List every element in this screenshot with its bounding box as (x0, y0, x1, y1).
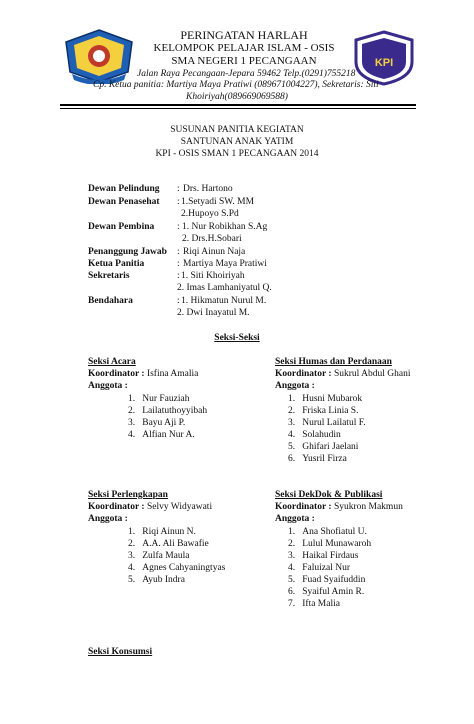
list-item: 2. A.A. Ali Bawafie (128, 539, 209, 549)
role-name: Drs. Hartono (183, 184, 233, 194)
coordinator-label: Koordinator : (88, 369, 145, 379)
member-name: Ifta Malia (302, 599, 340, 609)
member-name: Nur Fauziah (142, 394, 190, 404)
list-item: 1. Ana Shofiatul U. (288, 527, 367, 537)
role-name: 1. Siti Khoiriyah (181, 271, 245, 281)
members-label: Anggota : (88, 514, 128, 524)
coordinator-label: Koordinator : (88, 502, 145, 512)
header-contact: Cp. Ketua panitia: Martiya Maya Pratiwi (089671004227), Sekretaris: Siti (93, 80, 379, 90)
role-label: Sekretaris (88, 271, 130, 281)
title-line-2: SANTUNAN ANAK YATIM (180, 137, 294, 147)
list-item: 3. Haikal Firdaus (288, 551, 359, 561)
role-sep: : (177, 259, 180, 269)
title-line-3: KPI - OSIS SMAN 1 PECANGAAN 2014 (155, 149, 319, 159)
member-name: Agnes Cahyaningtyas (142, 563, 226, 573)
list-item: 3. Zulfa Maula (128, 551, 190, 561)
role-name: 1. Nur Robikhan S.Ag (182, 222, 268, 232)
list-item: 3. Nurul Lailatul F. (288, 418, 366, 428)
list-item: 5. Fuad Syaifuddin (288, 575, 366, 585)
role-label: Dewan Penasehat (88, 197, 160, 207)
coordinator-label: Koordinator : (275, 502, 332, 512)
coordinator-name: Sukrul Abdul Ghani (333, 369, 411, 379)
list-item: 6. Syaiful Amin R. (288, 587, 365, 597)
list-item: 4. Faluizal Nur (288, 563, 351, 573)
member-name: Ana Shofiatul U. (302, 527, 367, 537)
coordinator-name: Syukron Makmun (333, 502, 403, 512)
role-sep: : (177, 247, 180, 257)
list-item: 3. Bayu Aji P. (128, 418, 186, 428)
list-item: 5. Ghifari Jaelani (288, 442, 359, 452)
member-name: Nurul Lailatul F. (302, 418, 366, 428)
list-item: 4. Alfian Nur A. (128, 430, 195, 440)
kpi-logo (352, 30, 416, 86)
member-name: Lailatuthoyyibah (142, 406, 208, 416)
role-sep: : (177, 296, 180, 306)
member-name: Husni Mubarok (302, 394, 363, 404)
section-konsumsi: Seksi Konsumsi (88, 647, 153, 657)
header-line-1: PERINGATAN HARLAH (180, 28, 308, 42)
role-sep: : (177, 197, 180, 207)
section-name: Seksi Humas dan Perdanaan (275, 357, 392, 367)
list-item: 2. Friska Linia S. (288, 406, 359, 416)
role-name: Martiya Maya Pratiwi (183, 259, 267, 269)
member-name: A.A. Ali Bawafie (142, 539, 209, 549)
role-label: Bendahara (88, 296, 133, 306)
member-name: Ghifari Jaelani (302, 442, 359, 452)
header-contact-cont: Khoiriyah(089669069588) (186, 92, 288, 102)
role-name: 2.Hupoyo S.Pd (181, 209, 239, 219)
role-name: 1.Setyadi SW. MM (181, 197, 255, 207)
list-item: 1. Husni Mubarok (288, 394, 363, 404)
member-name: Yusril Firza (302, 454, 347, 464)
sections-title: Seksi-Seksi (214, 333, 260, 343)
header-address: Jalan Raya Pecangaan-Jepara 59462 Telp.(0291)755218 (137, 69, 356, 79)
role-label: Ketua Panitia (88, 259, 145, 269)
role-sep: : (177, 222, 180, 232)
role-name: Riqi Ainun Naja (183, 247, 246, 257)
member-name: Ayub Indra (142, 575, 185, 585)
role-label: Penanggung Jawab (88, 247, 167, 257)
member-name: Friska Linia S. (302, 406, 359, 416)
coordinator-name: Isfina Amalia (146, 369, 199, 379)
header-line-2: KELOMPOK PELAJAR ISLAM - OSIS (153, 42, 335, 54)
list-item: 2. Lailatuthoyyibah (128, 406, 208, 416)
section-name: Seksi Perlengkapan (88, 490, 168, 500)
list-item: 4. Agnes Cahyaningtyas (128, 563, 226, 573)
members-label: Anggota : (275, 514, 315, 524)
coordinator-label: Koordinator : (275, 369, 332, 379)
member-name: Zulfa Maula (142, 551, 190, 561)
list-item: 1. Nur Fauziah (128, 394, 190, 404)
list-item: 4. Solahudin (288, 430, 341, 440)
list-item: 1. Riqi Ainun N. (128, 527, 196, 537)
list-item: 2. Lulul Munawaroh (288, 539, 372, 549)
role-name: 2. Dwi Inayatul M. (177, 308, 250, 318)
member-name: Haikal Firdaus (302, 551, 359, 561)
school-emblem-logo (62, 28, 136, 84)
role-name: 2. Imas Lamhaniyatul Q. (177, 283, 272, 293)
role-label: Dewan Pelindung (88, 184, 160, 194)
header-line-3: SMA NEGERI 1 PECANGAAN (171, 55, 317, 67)
member-name: Bayu Aji P. (142, 418, 186, 428)
role-name: 1. Hikmatun Nurul M. (181, 296, 267, 306)
list-item: 5. Ayub Indra (128, 575, 185, 585)
member-name: Riqi Ainun N. (142, 527, 196, 537)
role-sep: : (177, 184, 180, 194)
member-name: Alfian Nur A. (142, 430, 195, 440)
members-label: Anggota : (275, 381, 315, 391)
section-name: Seksi DekDok & Publikasi (275, 490, 383, 500)
member-name: Faluizal Nur (302, 563, 351, 573)
member-name: Solahudin (302, 430, 341, 440)
coordinator-name: Selvy Widyawati (146, 502, 213, 512)
role-label: Dewan Pembina (88, 222, 155, 232)
member-name: Syaiful Amin R. (302, 587, 365, 597)
header-rule-thick (60, 104, 416, 106)
section-name: Seksi Acara (88, 357, 136, 367)
title-line-1: SUSUNAN PANITIA KEGIATAN (170, 125, 304, 135)
list-item: 6. Yusril Firza (288, 454, 347, 464)
member-name: Fuad Syaifuddin (302, 575, 366, 585)
role-name: 2. Drs.H.Sobari (182, 234, 242, 244)
member-name: Lulul Munawaroh (302, 539, 372, 549)
members-label: Anggota : (88, 381, 128, 391)
header-rule-thin (60, 108, 416, 109)
list-item: 7. Ifta Malia (288, 599, 340, 609)
role-sep: : (177, 271, 180, 281)
kpi-logo-text: KPI (374, 57, 394, 69)
